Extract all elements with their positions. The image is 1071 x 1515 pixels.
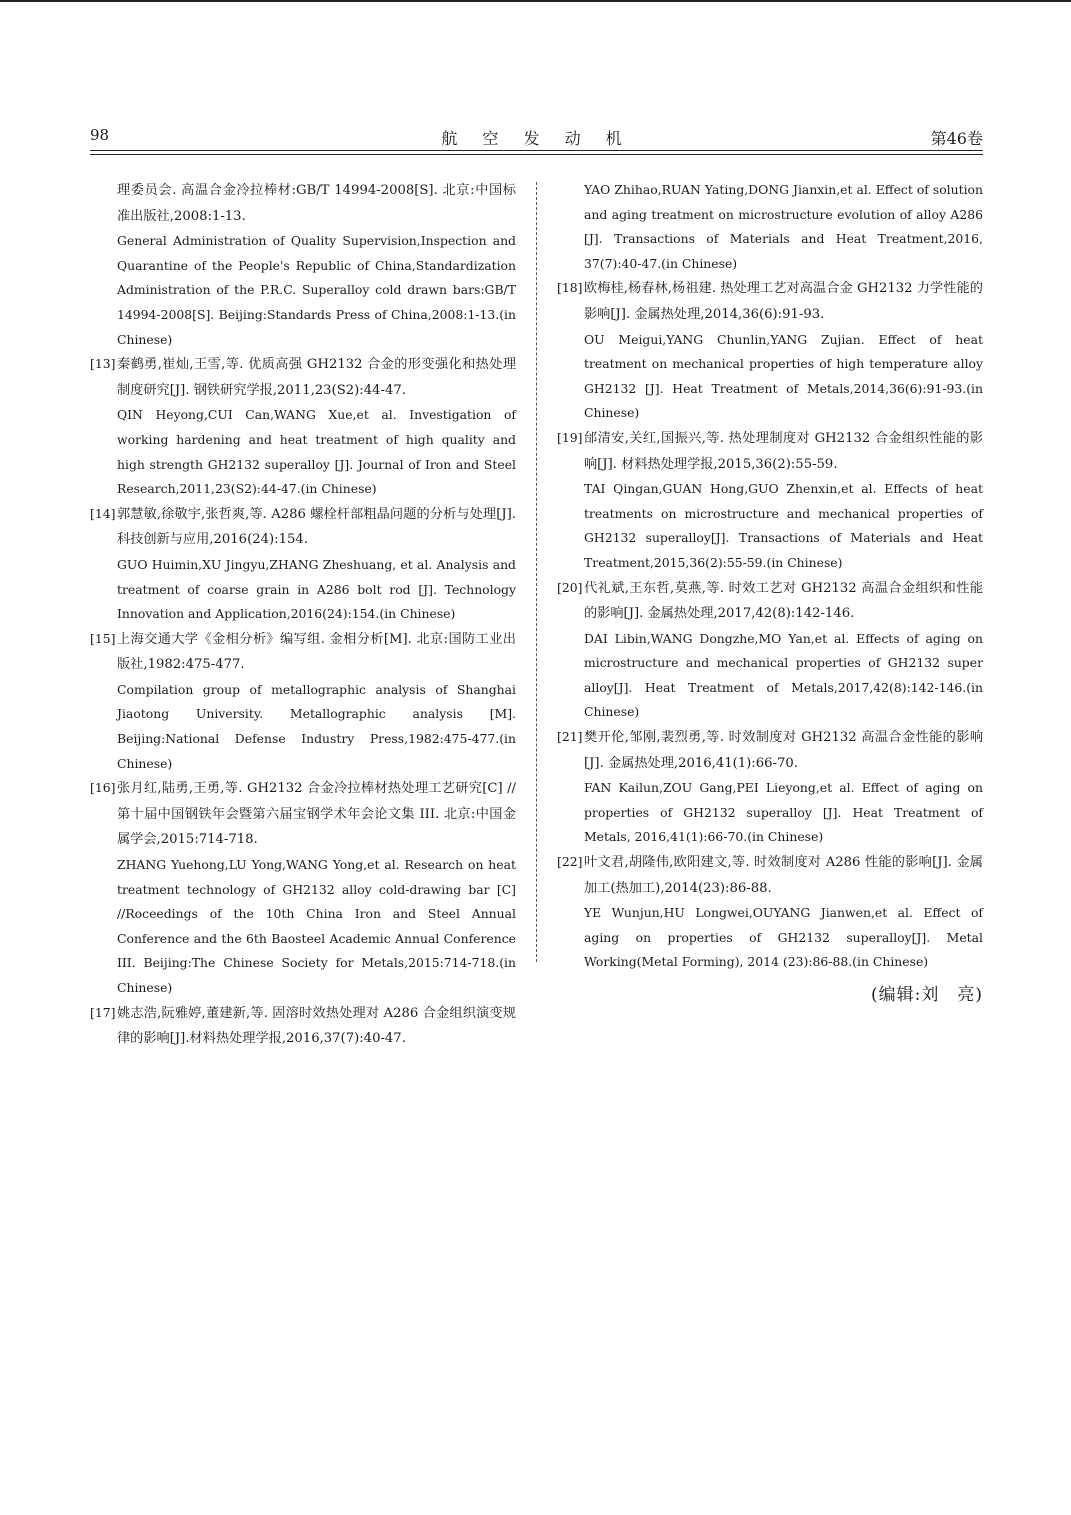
reference-entry [557,850,983,975]
reference-number: [14] [90,505,116,521]
reference-number: [13] [90,356,116,372]
reference-english-text: YAO Zhihao,RUAN Yating,DONG Jianxin,et al. Effect of solution and aging treatment on microstructure evolution of alloy A286 [J]. Transactions of Materials and Heat Treatment,2016, 37(7):40-47.(in Chinese) [584,182,983,271]
reference-chinese-text: 邰清安,关红,国振兴,等. 热处理制度对 GH2132 合金组织性能的影响[J]. 材料热处理学报,2015,36(2):55-59. [584,430,983,472]
header-rule-top [90,150,983,151]
page-number: 98 [90,126,110,144]
reference-number: [20] [557,579,583,595]
column-divider [536,182,537,962]
reference-entry [90,627,516,777]
reference-chinese-text: 代礼斌,王东哲,莫燕,等. 时效工艺对 GH2132 高温合金组织和性能的影响[J]. 金属热处理,2017,42(8):142-146. [584,580,983,622]
references-right-column [557,178,983,1008]
reference-number: [22] [557,854,583,870]
reference-chinese-text: 樊开伦,邹刚,裴烈勇,等. 时效制度对 GH2132 高温合金性能的影响[J]. 金属热处理,2016,41(1):66-70. [584,730,983,771]
reference-entry [557,276,983,426]
reference-chinese-text: 秦鹤勇,崔灿,王雪,等. 优质高强 GH2132 合金的形变强化和热处理制度研究[J]. 钢铁研究学报,2011,23(S2):44-47. [117,357,516,398]
reference-entry [90,352,516,502]
reference-english-text: General Administration of Quality Supervision,Inspection and Quarantine of the People's Republic of China,Standardization Administration of the P.R.C. Superalloy cold drawn bars:GB/T 14994-2008[S]. Beijing:Standards Press of China,2008:1-13.(in Chinese) [117,233,516,347]
reference-chinese-text: 姚志浩,阮雅婷,董建新,等. 固溶时效热处理对 A286 合金组织演变规律的影响[J].材料热处理学报,2016,37(7):40-47. [117,1005,516,1047]
editor-credit: (编辑:刘 亮) [871,985,983,1005]
reference-english-text: GUO Huimin,XU Jingyu,ZHANG Zheshuang, et al. Analysis and treatment of coarse grain in A286 bolt rod [J]. Technology Innovation and Application,2016(24):154.(in Chinese) [117,556,516,622]
reference-number: [21] [557,729,583,745]
reference-entry [557,725,983,850]
reference-entry [90,178,516,352]
reference-english-text: QIN Heyong,CUI Can,WANG Xue,et al. Investigation of working hardening and heat treatment of high quality and high strength GH2132 superalloy [J]. Journal of Iron and Steel Research,2011,23(S2):44-47.(in Chinese) [117,407,516,497]
reference-english-text: YE Wunjun,HU Longwei,OUYANG Jianwen,et al. Effect of aging on properties of GH2132 superalloy[J]. Metal Working(Metal Forming), 2014 (23):86-88.(in Chinese) [584,905,983,970]
references-left-column [90,178,516,1052]
reference-number: [15] [90,630,116,646]
header-rule-bottom [90,154,983,155]
reference-entry [90,776,516,1000]
reference-entry [557,426,983,576]
reference-chinese-text: 叶文君,胡隆伟,欧阳建文,等. 时效制度对 A286 性能的影响[J]. 金属加工(热加工),2014(23):86-88. [584,855,983,896]
reference-chinese-text: 理委员会. 高温合金冷拉棒材:GB/T 14994-2008[S]. 北京:中国标准出版社,2008:1-13. [117,183,516,224]
reference-chinese-text: 郭慧敏,徐敬宇,张哲爽,等. A286 螺栓杆部粗晶问题的分析与处理[J]. 科技创新与应用,2016(24):154. [117,506,516,548]
reference-number: [17] [90,1004,116,1020]
reference-english-text: OU Meigui,YANG Chunlin,YANG Zujian. Effect of heat treatment on mechanical properties of high temperature alloy GH2132 [J]. Heat Treatment of Metals,2014,36(6):91-93.(in Chinese) [584,331,983,421]
reference-english-text: TAI Qingan,GUAN Hong,GUO Zhenxin,et al. Effects of heat treatments on microstructure and mechanical properties of GH2132 superalloy[J]. Transactions of Materials and Heat Treatment,2015,36(2):55-59.(in Chinese) [584,481,983,570]
reference-number: [19] [557,429,583,445]
page-header [90,126,983,148]
volume-label: 第46卷 [930,129,983,148]
reference-chinese-text: 张月红,陆勇,王勇,等. GH2132 合金冷拉棒材热处理工艺研究[C] // 第十届中国钢铁年会暨第六届宝钢学术年会论文集 III. 北京:中国金属学会,2015:714-718. [117,781,516,848]
reference-entry [90,1001,516,1052]
reference-entry [557,178,983,276]
reference-english-text: ZHANG Yuehong,LU Yong,WANG Yong,et al. Research on heat treatment technology of GH2132 alloy cold-drawing bar [C] //Roceedings of the 10th China Iron and Steel Annual Conference and the 6th Baosteel Academic Annual Conference III. Beijing:The Chinese Society for Metals,2015:714-718.(in Chinese) [117,857,516,995]
reference-chinese-text: 欧梅桂,杨春林,杨祖建. 热处理工艺对高温合金 GH2132 力学性能的影响[J]. 金属热处理,2014,36(6):91-93. [584,281,983,322]
reference-entry [90,502,516,627]
reference-number: [16] [90,780,116,796]
journal-title: 航 空 发 动 机 [441,129,632,148]
reference-english-text: DAI Libin,WANG Dongzhe,MO Yan,et al. Effects of aging on microstructure and mechanical properties of GH2132 super alloy[J]. Heat Treatment of Metals,2017,42(8):142-146.(in Chinese) [584,630,983,720]
top-border-line [0,0,1071,2]
reference-number: [18] [557,280,583,296]
reference-entry [557,576,983,726]
reference-english-text: FAN Kailun,ZOU Gang,PEI Lieyong,et al. Effect of aging on properties of GH2132 superalloy [J]. Heat Treatment of Metals, 2016,41(1):66-70.(in Chinese) [584,780,983,845]
reference-english-text: Compilation group of metallographic analysis of Shanghai Jiaotong University. Metallographic analysis [M]. Beijing:National Defense Industry Press,1982:475-477.(in Chinese) [117,681,516,771]
reference-chinese-text: 上海交通大学《金相分析》编写组. 金相分析[M]. 北京:国防工业出版社,1982:475-477. [117,631,516,673]
